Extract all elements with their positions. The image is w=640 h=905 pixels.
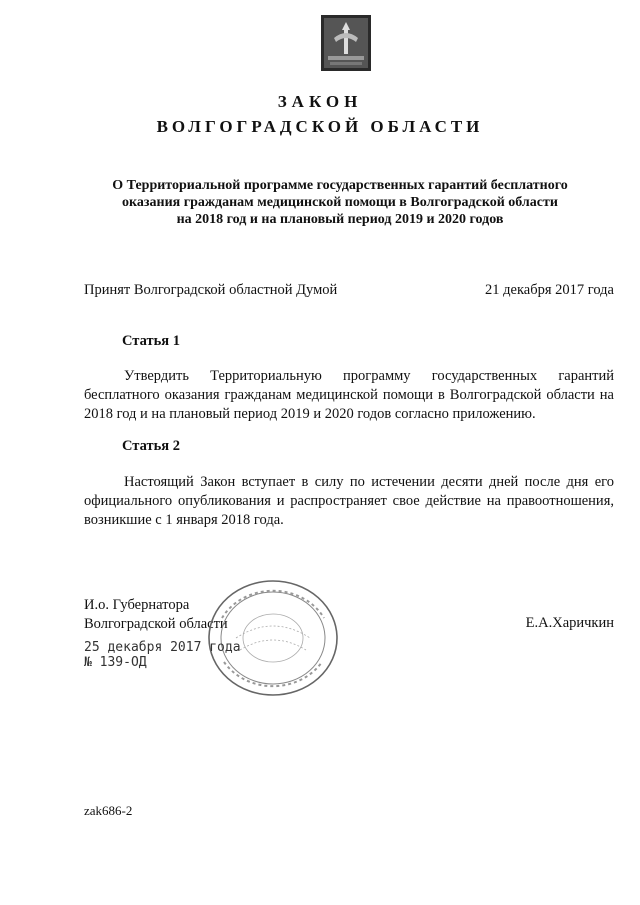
signatory-title-line: Волгоградской области: [84, 616, 228, 632]
law-heading: ЗАКОН: [277, 92, 363, 111]
document-code: zak686-2: [84, 803, 133, 818]
registration-date: 25 декабря 2017 года: [84, 640, 241, 655]
registration-info: [84, 640, 241, 670]
signatory-title-line: И.о. Губернатора: [84, 597, 190, 613]
signatory-name: Е.А.Харичкин: [525, 615, 614, 631]
article-2-heading: Статья 2: [122, 438, 180, 454]
law-title-line: оказания гражданам медицинской помощи в Волгоградской области: [122, 195, 558, 210]
article-2-text: Настоящий Закон вступает в силу по истечении десяти дней после дня его официального опубликования и распространяет свое действие на правоотношения, возникшие с 1 января 2018 года.: [84, 474, 614, 528]
adoption-statement: Принят Волгоградской областной Думой: [84, 282, 338, 298]
law-title-line: на 2018 год и на плановый период 2019 и 2020 годов: [176, 212, 504, 227]
article-1-text: Утвердить Территориальную программу государственных гарантий бесплатного оказания гражданам медицинской помощи в Волгоградской области на 2018 год и на плановый период 2019 и 2020 годов согласно приложению.: [84, 368, 614, 422]
law-title: [70, 177, 610, 228]
coat-of-arms-icon: [320, 14, 372, 72]
region-heading: ВОЛГОГРАДСКОЙ ОБЛАСТИ: [156, 117, 484, 136]
article-1-heading: Статья 1: [122, 333, 180, 349]
law-title-line: О Территориальной программе государственных гарантий бесплатного: [112, 178, 568, 193]
official-seal: [206, 578, 340, 698]
registration-number: № 139-ОД: [84, 655, 147, 670]
adoption-date: 21 декабря 2017 года: [485, 282, 614, 298]
